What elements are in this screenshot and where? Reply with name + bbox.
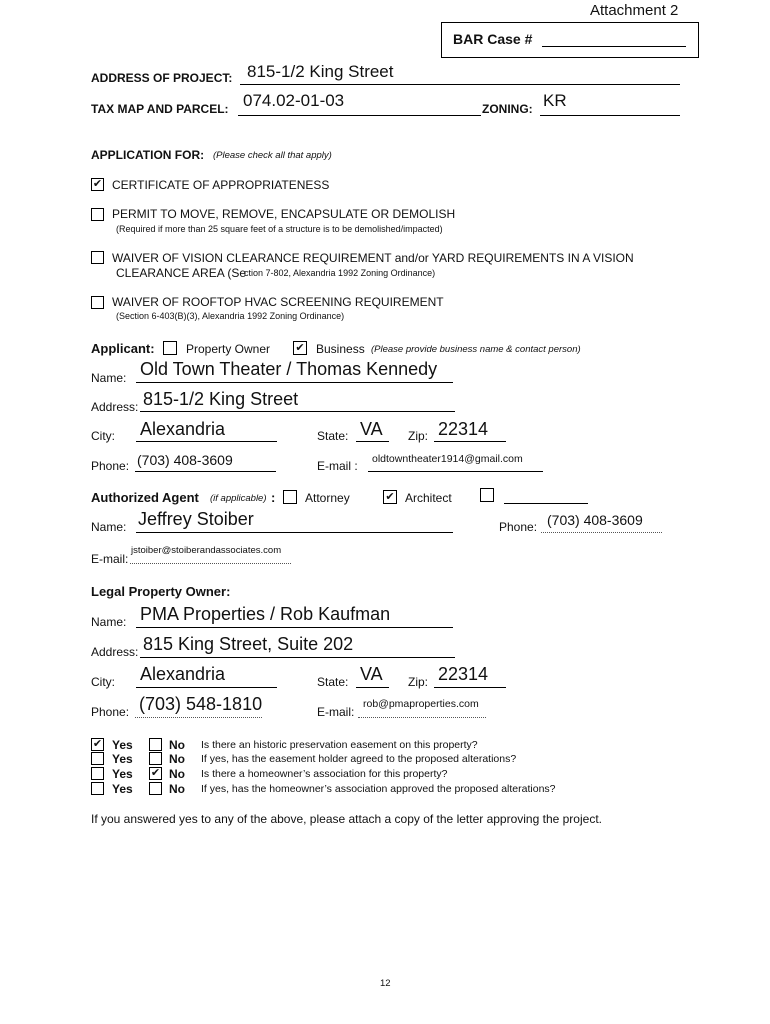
q2-yes-checkbox[interactable] — [91, 752, 104, 765]
owner-address-value: 815 King Street, Suite 202 — [143, 634, 354, 654]
owner-state-value: VA — [360, 664, 383, 684]
coa-label: CERTIFICATE OF APPROPRIATENESS — [112, 178, 330, 192]
owner-email-field[interactable] — [358, 717, 486, 718]
tax-map-field[interactable] — [238, 115, 481, 116]
property-owner-checkbox[interactable] — [163, 341, 177, 355]
owner-address-label: Address: — [91, 645, 139, 659]
q4-text: If yes, has the homeowner’s association approved the proposed alterations? — [201, 783, 556, 795]
hvac-waiver-label: WAIVER OF ROOFTOP HVAC SCREENING REQUIREMENT — [112, 295, 444, 309]
vision-waiver-line2a: CLEARANCE AREA (Se — [116, 266, 247, 280]
agent-name-label: Name: — [91, 520, 127, 534]
q2-no-checkbox[interactable] — [149, 752, 162, 765]
applicant-email-field[interactable] — [368, 471, 543, 472]
agent-name-value: Jeffrey Stoiber — [138, 509, 254, 529]
address-of-project-value: 815-1/2 King Street — [247, 62, 394, 81]
q1-text: Is there an historic preservation easement on this property? — [201, 739, 478, 751]
applicant-email-label: E-mail : — [317, 459, 358, 473]
owner-name-label: Name: — [91, 615, 127, 629]
applicant-zip-label: Zip: — [408, 429, 429, 443]
permit-demolish-note: (Required if more than 25 square feet of a structure is to be demolished/impacted) — [116, 224, 443, 234]
q3-text: Is there a homeowner’s association for this property? — [201, 768, 448, 780]
owner-state-field[interactable] — [356, 687, 389, 688]
hvac-waiver-note: (Section 6-403(B)(3), Alexandria 1992 Zoning Ordinance) — [116, 311, 345, 321]
q1-yes-label: Yes — [112, 738, 133, 752]
q3-no-label: No — [169, 767, 185, 781]
applicant-phone-label: Phone: — [91, 459, 130, 473]
attachment-label: Attachment 2 — [590, 2, 679, 19]
page-number: 12 — [380, 978, 391, 989]
bar-case-field[interactable] — [542, 46, 686, 47]
bar-case-label: BAR Case # — [453, 31, 533, 47]
q2-text: If yes, has the easement holder agreed to the proposed alterations? — [201, 753, 517, 765]
applicant-name-label: Name: — [91, 371, 127, 385]
applicant-address-value: 815-1/2 King Street — [143, 389, 299, 409]
applicant-state-value: VA — [360, 419, 383, 439]
coa-checkbox[interactable]: ✔ — [92, 178, 103, 190]
architect-label: Architect — [405, 491, 452, 505]
address-of-project-field[interactable] — [240, 84, 680, 85]
q3-yes-label: Yes — [112, 767, 133, 781]
agent-phone-value: (703) 408-3609 — [547, 512, 643, 528]
application-for-label: APPLICATION FOR: — [91, 148, 205, 162]
q2-no-label: No — [169, 752, 185, 766]
business-hint: (Please provide business name & contact person) — [371, 344, 581, 355]
authorized-agent-hint: (if applicable) — [210, 493, 267, 504]
applicant-zip-field[interactable] — [434, 441, 506, 442]
applicant-city-field[interactable] — [136, 441, 277, 442]
q4-yes-label: Yes — [112, 782, 133, 796]
applicant-email-value: oldtowntheater1914@gmail.com — [372, 453, 523, 465]
applicant-zip-value: 22314 — [438, 419, 489, 439]
q4-no-checkbox[interactable] — [149, 782, 162, 795]
agent-phone-label: Phone: — [499, 520, 538, 534]
applicant-name-field[interactable] — [136, 382, 453, 383]
q4-no-label: No — [169, 782, 185, 796]
agent-email-field[interactable] — [130, 563, 291, 564]
authorized-agent-colon: : — [271, 490, 276, 505]
applicant-state-label: State: — [317, 429, 349, 443]
owner-address-field[interactable] — [140, 657, 455, 658]
business-checkbox[interactable]: ✔ — [293, 341, 307, 355]
q1-no-label: No — [169, 738, 185, 752]
application-for-hint: (Please check all that apply) — [213, 150, 332, 161]
owner-state-label: State: — [317, 675, 349, 689]
applicant-address-label: Address: — [91, 400, 139, 414]
vision-waiver-label: WAIVER OF VISION CLEARANCE REQUIREMENT and/or YARD REQUIREMENTS IN A VISION — [112, 251, 634, 265]
applicant-city-label: City: — [91, 429, 115, 443]
owner-email-label: E-mail: — [317, 705, 355, 719]
vision-waiver-line2b: ction 7-802, Alexandria 1992 Zoning Ordinance) — [244, 268, 436, 278]
architect-checkbox[interactable]: ✔ — [383, 490, 397, 504]
vision-waiver-checkbox[interactable] — [91, 251, 104, 264]
footer-note: If you answered yes to any of the above, please attach a copy of the letter approving the project. — [91, 812, 602, 826]
agent-email-value: jstoiber@stoiberandassociates.com — [131, 545, 282, 556]
owner-city-field[interactable] — [136, 687, 277, 688]
zoning-field[interactable] — [540, 115, 680, 116]
authorized-agent-label: Authorized Agent — [91, 490, 199, 505]
applicant-city-value: Alexandria — [140, 419, 226, 439]
q3-no-checkbox[interactable]: ✔ — [150, 767, 161, 779]
owner-zip-field[interactable] — [434, 687, 506, 688]
q3-yes-checkbox[interactable] — [91, 767, 104, 780]
property-owner-label: Property Owner — [186, 342, 271, 356]
owner-email-value: rob@pmaproperties.com — [363, 698, 479, 710]
owner-zip-value: 22314 — [438, 664, 489, 684]
permit-demolish-label: PERMIT TO MOVE, REMOVE, ENCAPSULATE OR DEMOLISH — [112, 207, 456, 221]
applicant-phone-field[interactable] — [135, 471, 276, 472]
address-of-project-label: ADDRESS OF PROJECT: — [91, 71, 233, 85]
applicant-state-field[interactable] — [356, 441, 389, 442]
owner-city-value: Alexandria — [140, 664, 226, 684]
attorney-label: Attorney — [305, 491, 350, 505]
other-agent-field[interactable] — [504, 503, 588, 504]
q4-yes-checkbox[interactable] — [91, 782, 104, 795]
applicant-name-value: Old Town Theater / Thomas Kennedy — [140, 359, 438, 379]
owner-zip-label: Zip: — [408, 675, 429, 689]
q1-yes-checkbox[interactable]: ✔ — [92, 738, 103, 750]
legal-owner-label: Legal Property Owner: — [91, 584, 231, 599]
owner-city-label: City: — [91, 675, 115, 689]
zoning-value: KR — [543, 91, 567, 110]
tax-map-label: TAX MAP AND PARCEL: — [91, 102, 229, 116]
applicant-label: Applicant: — [91, 341, 155, 356]
applicant-address-field[interactable] — [140, 411, 455, 412]
other-agent-checkbox[interactable] — [480, 488, 494, 502]
agent-email-label: E-mail: — [91, 552, 129, 566]
hvac-waiver-checkbox[interactable] — [91, 296, 104, 309]
owner-phone-label: Phone: — [91, 705, 130, 719]
owner-phone-field[interactable] — [135, 717, 262, 718]
permit-demolish-checkbox[interactable] — [91, 208, 104, 221]
owner-phone-value: (703) 548-1810 — [139, 694, 263, 714]
agent-name-field[interactable] — [136, 532, 453, 533]
applicant-phone-value: (703) 408-3609 — [137, 452, 233, 468]
tax-map-value: 074.02-01-03 — [243, 91, 345, 110]
zoning-label: ZONING: — [482, 102, 533, 116]
q1-no-checkbox[interactable] — [149, 738, 162, 751]
attorney-checkbox[interactable] — [283, 490, 297, 504]
owner-name-value: PMA Properties / Rob Kaufman — [140, 604, 391, 624]
agent-phone-field[interactable] — [541, 532, 662, 533]
q2-yes-label: Yes — [112, 752, 133, 766]
owner-name-field[interactable] — [136, 627, 453, 628]
business-label: Business — [316, 342, 365, 356]
